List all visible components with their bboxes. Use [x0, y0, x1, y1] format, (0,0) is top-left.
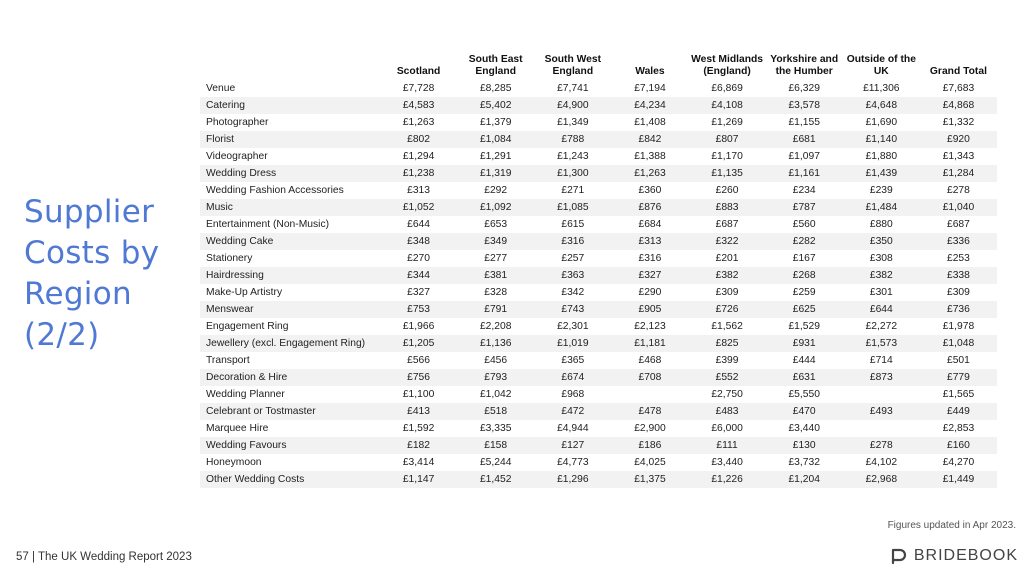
table-row: [200, 199, 997, 216]
table-cell: £1,048: [920, 335, 997, 352]
row-label: Jewellery (excl. Engagement Ring): [200, 335, 380, 352]
table-cell: £282: [766, 233, 843, 250]
table-row: [200, 437, 997, 454]
table-cell: £186: [611, 437, 688, 454]
table-cell: £644: [843, 301, 920, 318]
table-row: [200, 216, 997, 233]
table-cell: £708: [611, 369, 688, 386]
table-cell: £3,440: [711, 457, 743, 468]
table-cell: £4,944: [557, 423, 589, 434]
table-cell: £167: [792, 253, 816, 264]
table-cell: £2,208: [479, 321, 512, 332]
table-cell: £158: [457, 437, 534, 454]
table-cell: £743: [534, 301, 611, 318]
table-row: [200, 301, 997, 318]
column-header: Outside of the UK: [846, 54, 916, 77]
table-cell: £501: [946, 355, 970, 366]
table-cell: £292: [484, 185, 508, 196]
table-cell: £328: [484, 287, 508, 298]
table-cell: £472: [534, 403, 611, 420]
table-cell: £1,449: [920, 471, 997, 488]
table-cell: £239: [869, 185, 893, 196]
table-cell: £1,205: [380, 335, 457, 352]
table-cell: £1,388: [634, 151, 666, 162]
table-cell: £736: [920, 301, 997, 318]
table-cell: £1,181: [611, 335, 688, 352]
column-header: West Midlands (England): [691, 54, 764, 77]
table-cell: £344: [380, 267, 457, 284]
column-header: South West England: [544, 54, 602, 77]
table-cell: £8,285: [479, 83, 512, 94]
table-cell: £316: [534, 233, 611, 250]
table-cell: £788: [534, 131, 611, 148]
table-row: [200, 369, 997, 386]
row-label: Catering: [200, 97, 380, 114]
row-label: Entertainment (Non-Music): [206, 219, 330, 230]
table-cell: £518: [457, 403, 534, 420]
page-footer: [16, 551, 192, 563]
table-cell: £1,161: [766, 165, 843, 182]
table-cell: [611, 386, 688, 403]
table-cell: £920: [920, 131, 997, 148]
table-cell: £1,147: [380, 471, 457, 488]
table-cell: £1,573: [843, 335, 920, 352]
table-cell: £130: [766, 437, 843, 454]
table-cell: £791: [457, 301, 534, 318]
table-cell: £3,732: [788, 457, 820, 468]
table-cell: £1,170: [711, 151, 743, 162]
supplier-costs-table: [200, 50, 997, 488]
table-cell: £1,978: [942, 321, 975, 332]
column-header: South East England: [468, 54, 523, 77]
table-cell: £327: [407, 287, 431, 298]
table-row: [200, 250, 997, 267]
table-cell: £382: [843, 267, 920, 284]
table-row: [200, 403, 997, 420]
table-cell: £1,294: [402, 151, 435, 162]
table-cell: £278: [946, 185, 970, 196]
table-cell: £271: [561, 185, 585, 196]
row-label: Transport: [206, 355, 250, 366]
table-cell: £1,243: [557, 151, 589, 162]
table-cell: £4,868: [920, 97, 997, 114]
table-cell: £268: [766, 267, 843, 284]
table-cell: £5,550: [788, 389, 820, 400]
column-header: Scotland: [396, 66, 441, 77]
table-cell: £234: [792, 185, 816, 196]
table-cell: £4,025: [634, 457, 666, 468]
table-cell: £399: [715, 355, 739, 366]
table-cell: £807: [689, 131, 766, 148]
table-cell: £468: [638, 355, 662, 366]
table-cell: £1,452: [457, 471, 534, 488]
table-cell: £350: [843, 233, 920, 250]
table-cell: £470: [766, 403, 843, 420]
table-cell: £160: [920, 437, 997, 454]
table-header-row: [200, 50, 997, 80]
table-cell: £309: [715, 287, 739, 298]
table-cell: £1,042: [479, 389, 512, 400]
table-cell: £2,272: [865, 321, 898, 332]
table-cell: £1,408: [634, 117, 666, 128]
header-label: [200, 50, 380, 80]
table-cell: £478: [611, 403, 688, 420]
row-label: Wedding Fashion Accessories: [206, 185, 344, 196]
table-cell: £1,284: [920, 165, 997, 182]
table-cell: £6,329: [788, 83, 820, 94]
row-label: Marquee Hire: [206, 423, 269, 434]
table-row: [200, 148, 997, 165]
table-cell: £931: [766, 335, 843, 352]
table-cell: £336: [920, 233, 997, 250]
table-cell: £883: [689, 199, 766, 216]
table-cell: £456: [484, 355, 508, 366]
table-cell: £968: [561, 389, 585, 400]
table-cell: £4,102: [865, 457, 898, 468]
table-cell: £1,375: [611, 471, 688, 488]
table-cell: £631: [766, 369, 843, 386]
table-cell: £381: [457, 267, 534, 284]
table-cell: £1,690: [865, 117, 898, 128]
table-cell: £1,966: [402, 321, 435, 332]
table-row: [200, 454, 997, 471]
row-label: Wedding Favours: [200, 437, 380, 454]
table-cell: £7,683: [942, 83, 975, 94]
footer-separator: |: [32, 551, 35, 563]
table-cell: £1,291: [479, 151, 512, 162]
table-cell: [843, 420, 920, 437]
table-cell: £338: [920, 267, 997, 284]
table-cell: £1,226: [689, 471, 766, 488]
table-cell: £1,085: [534, 199, 611, 216]
table-cell: £1,343: [942, 151, 975, 162]
table-cell: £1,135: [689, 165, 766, 182]
table-cell: £365: [561, 355, 585, 366]
row-label: Engagement Ring: [206, 321, 289, 332]
table-cell: £349: [457, 233, 534, 250]
table-cell: £11,306: [863, 83, 900, 94]
row-label: Videographer: [206, 151, 268, 162]
table-cell: £1,092: [457, 199, 534, 216]
table-cell: £6,869: [711, 83, 743, 94]
table-cell: £4,234: [611, 97, 688, 114]
table-cell: £4,773: [557, 457, 589, 468]
table-cell: £1,238: [380, 165, 457, 182]
table-cell: £201: [715, 253, 739, 264]
table-cell: £6,000: [711, 423, 743, 434]
table-cell: £1,263: [402, 117, 435, 128]
table-cell: £4,900: [534, 97, 611, 114]
table-cell: £111: [689, 437, 766, 454]
table-row: [200, 97, 997, 114]
table-cell: £278: [843, 437, 920, 454]
table-cell: £2,750: [711, 389, 743, 400]
table-cell: £566: [407, 355, 431, 366]
table-cell: £257: [561, 253, 585, 264]
row-label: Photographer: [206, 117, 269, 128]
brand-name: BRIDEBOOK: [913, 547, 1018, 564]
row-label: Decoration & Hire: [200, 369, 380, 386]
row-label: Florist: [200, 131, 380, 148]
table-cell: £625: [766, 301, 843, 318]
table-cell: £3,440: [788, 423, 820, 434]
table-cell: £1,565: [942, 389, 975, 400]
table-cell: £327: [611, 267, 688, 284]
row-label: Wedding Dress: [200, 165, 380, 182]
report-title: The UK Wedding Report 2023: [38, 551, 192, 563]
table-cell: £290: [638, 287, 662, 298]
page-number: 57: [16, 551, 29, 563]
table-cell: £1,052: [380, 199, 457, 216]
table-cell: £483: [689, 403, 766, 420]
table-cell: £1,332: [942, 117, 975, 128]
table-row: [200, 352, 997, 369]
table-cell: £363: [534, 267, 611, 284]
table-cell: £2,900: [634, 423, 666, 434]
table-cell: £342: [561, 287, 585, 298]
table-cell: £1,319: [457, 165, 534, 182]
table-row: [200, 386, 997, 403]
table-cell: £444: [792, 355, 816, 366]
table-row: [200, 471, 997, 488]
table-cell: £1,100: [402, 389, 435, 400]
table-cell: £779: [920, 369, 997, 386]
table-cell: £1,439: [843, 165, 920, 182]
table-cell: £1,084: [457, 131, 534, 148]
table-cell: £644: [407, 219, 431, 230]
table-cell: £1,349: [557, 117, 589, 128]
table-cell: £360: [638, 185, 662, 196]
table-cell: £1,562: [711, 321, 743, 332]
bridebook-logo-icon: [890, 547, 908, 565]
table-cell: £449: [920, 403, 997, 420]
brand-logo: [890, 547, 1018, 565]
table-row: [200, 267, 997, 284]
table-cell: £1,263: [611, 165, 688, 182]
table-cell: £5,244: [479, 457, 512, 468]
table-cell: £905: [611, 301, 688, 318]
table-cell: £348: [380, 233, 457, 250]
table-cell: £3,335: [479, 423, 512, 434]
table-cell: £493: [843, 403, 920, 420]
table-cell: £277: [484, 253, 508, 264]
row-label: Make-Up Artistry: [206, 287, 283, 298]
table-cell: £756: [380, 369, 457, 386]
table-row: [200, 233, 997, 250]
table-cell: £309: [946, 287, 970, 298]
column-header: Grand Total: [929, 66, 987, 77]
table-cell: £1,296: [534, 471, 611, 488]
table-cell: £2,123: [634, 321, 666, 332]
table-cell: £1,204: [766, 471, 843, 488]
table-cell: £1,379: [479, 117, 512, 128]
row-label: Menswear: [200, 301, 380, 318]
row-label: Wedding Planner: [206, 389, 285, 400]
row-label: Stationery: [206, 253, 253, 264]
table-cell: £182: [380, 437, 457, 454]
table-cell: £4,270: [942, 457, 975, 468]
table-cell: £308: [869, 253, 893, 264]
table-cell: £3,578: [766, 97, 843, 114]
row-label: Honeymoon: [206, 457, 262, 468]
table-row: [200, 284, 997, 301]
table-cell: £270: [407, 253, 431, 264]
table-cell: £1,269: [711, 117, 743, 128]
table-cell: £4,648: [843, 97, 920, 114]
table-cell: £560: [792, 219, 816, 230]
table-cell: £876: [611, 199, 688, 216]
table-cell: £880: [869, 219, 893, 230]
table-row: [200, 114, 997, 131]
table-row: [200, 165, 997, 182]
table-cell: £4,108: [689, 97, 766, 114]
table-cell: £259: [792, 287, 816, 298]
table-cell: £4,583: [380, 97, 457, 114]
table-cell: £825: [689, 335, 766, 352]
table-cell: £787: [766, 199, 843, 216]
table-cell: £313: [611, 233, 688, 250]
table-cell: £7,194: [634, 83, 666, 94]
table-cell: £316: [638, 253, 662, 264]
table-cell: [843, 386, 920, 403]
table-cell: £1,155: [788, 117, 820, 128]
table-body: [200, 80, 997, 488]
table-row: [200, 80, 997, 97]
table-cell: £674: [534, 369, 611, 386]
table-cell: £413: [380, 403, 457, 420]
table-cell: £1,484: [843, 199, 920, 216]
table-cell: £552: [689, 369, 766, 386]
table-cell: £793: [457, 369, 534, 386]
table-cell: £687: [715, 219, 739, 230]
table-cell: £684: [638, 219, 662, 230]
table-cell: £313: [407, 185, 431, 196]
table-cell: £802: [380, 131, 457, 148]
row-label: Celebrant or Tostmaster: [200, 403, 380, 420]
table-cell: £873: [843, 369, 920, 386]
table-cell: £1,592: [402, 423, 435, 434]
table-row: [200, 131, 997, 148]
table-cell: £382: [689, 267, 766, 284]
table-cell: £615: [561, 219, 585, 230]
table-cell: £260: [715, 185, 739, 196]
table-cell: £1,136: [457, 335, 534, 352]
table-cell: £687: [946, 219, 970, 230]
row-label: Other Wedding Costs: [200, 471, 380, 488]
table-cell: £2,301: [557, 321, 589, 332]
slide-title: Supplier Costs by Region (2/2): [24, 194, 160, 353]
table-row: [200, 420, 997, 437]
column-header: Wales: [635, 66, 665, 77]
table-cell: £253: [946, 253, 970, 264]
table-cell: £5,402: [457, 97, 534, 114]
table-cell: £322: [689, 233, 766, 250]
table-cell: £1,140: [843, 131, 920, 148]
table-cell: £653: [484, 219, 508, 230]
table-cell: £753: [380, 301, 457, 318]
table-cell: £726: [689, 301, 766, 318]
table-cell: £714: [869, 355, 893, 366]
table-cell: £1,529: [788, 321, 820, 332]
table-cell: £7,728: [402, 83, 435, 94]
table-cell: £7,741: [557, 83, 589, 94]
column-header: Yorkshire and the Humber: [770, 54, 839, 77]
row-label: Music: [200, 199, 380, 216]
table-cell: £842: [611, 131, 688, 148]
table-cell: £301: [869, 287, 893, 298]
table-row: [200, 318, 997, 335]
table-cell: £1,040: [920, 199, 997, 216]
table-cell: £127: [534, 437, 611, 454]
table-cell: £3,414: [402, 457, 435, 468]
table-row: [200, 182, 997, 199]
table-cell: £2,853: [942, 423, 975, 434]
table-cell: £1,880: [865, 151, 898, 162]
row-label: Venue: [206, 83, 236, 94]
table-cell: £1,300: [534, 165, 611, 182]
footnote: Figures updated in Apr 2023.: [887, 520, 1016, 531]
row-label: Hairdressing: [200, 267, 380, 284]
table-cell: £1,097: [788, 151, 820, 162]
table-cell: £681: [766, 131, 843, 148]
table-cell: £1,019: [534, 335, 611, 352]
row-label: Wedding Cake: [200, 233, 380, 250]
table-row: [200, 335, 997, 352]
table-cell: £2,968: [843, 471, 920, 488]
